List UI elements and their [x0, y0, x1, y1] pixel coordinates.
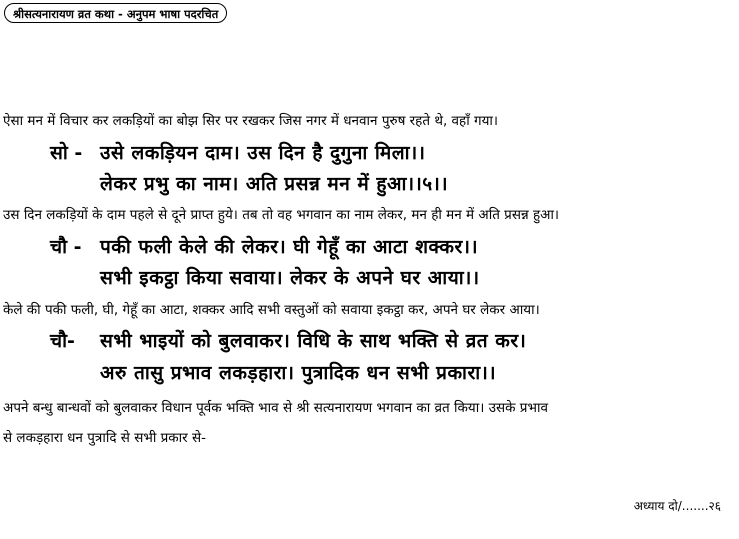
- verse-1-line-b: लेकर प्रभु का नाम। अति प्रसन्न मन में हुआ।।५।।: [100, 173, 449, 195]
- prose-line-2: उस दिन लकड़ियों के दाम पहले से दूने प्राप्त हुये। तब तो वह भगवान का नाम लेकर, मन ही मन में अति प्रसन्न हुआ।: [3, 207, 560, 223]
- verse-1-line-a: उसे लकड़ियन दाम। उस दिन है दुगुना मिला।।: [100, 142, 426, 164]
- verse-3-line-b: अरु तासु प्रभाव लकड़हारा। पुत्रादिक धन सभी प्रकारा।।: [100, 362, 497, 384]
- chapter-header-badge: श्रीसत्यनारायण व्रत कथा - अनुपम भाषा पदरचित: [4, 3, 227, 23]
- prose-line-1: ऐसा मन में विचार कर लकड़ियों का बोझ सिर पर रखकर जिस नगर में धनवान पुरुष रहते थे, वहाँ गया।: [3, 113, 499, 129]
- verse-2-line-b: सभी इकट्ठा किया सवाया। लेकर के अपने घर आया।।: [100, 267, 480, 289]
- verse-2-label: चौ -: [50, 236, 82, 258]
- prose-line-3: केले की पकी फली, घी, गेहूँ का आटा, शक्कर आदि सभी वस्तुओं को सवाया इकट्ठा कर, अपने घर लेकर आया।: [3, 302, 540, 318]
- verse-2-line-a: पकी फली केले की लेकर। घी गेहूँ का आटा शक्कर।।: [100, 236, 479, 258]
- prose-line-5: से लकड़हारा धन पुत्रादि से सभी प्रकार से-: [3, 430, 206, 446]
- verse-3-label: चौ-: [50, 330, 75, 352]
- prose-line-4: अपने बन्धु बान्धवों को बुलवाकर विधान पूर्वक भक्ति भाव से श्री सत्यनारायण भगवान का व्रत किया। उसके प्रभाव: [3, 400, 548, 416]
- page-number-footer: अध्याय दो/.......२६: [633, 499, 721, 513]
- verse-1-label: सो -: [50, 142, 83, 164]
- verse-3-line-a: सभी भाइयों को बुलवाकर। विधि के साथ भक्ति से व्रत कर।: [100, 330, 527, 352]
